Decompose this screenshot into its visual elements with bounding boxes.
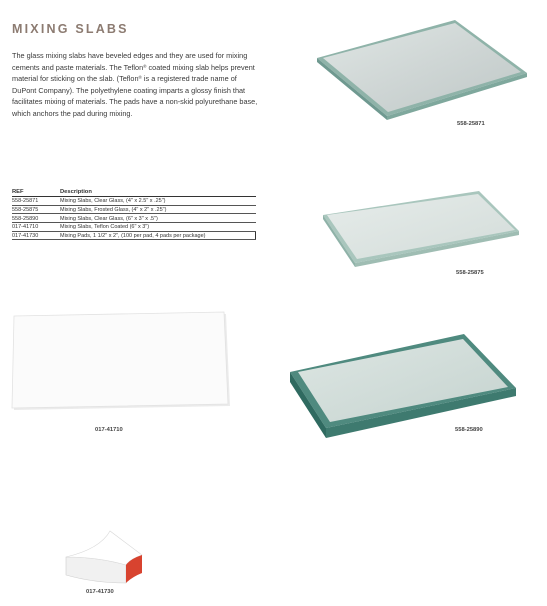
page-title: MIXING SLABS bbox=[12, 22, 129, 36]
ref-cell: 017-41710 bbox=[12, 223, 60, 232]
product-table bbox=[12, 189, 256, 240]
glass-slab-image bbox=[288, 330, 520, 440]
ref-cell: 017-41730 bbox=[12, 231, 60, 240]
description-cell: Mixing Slabs, Clear Glass, (4" x 2.5" x .25") bbox=[60, 197, 256, 206]
glass-slab-image bbox=[315, 187, 525, 267]
table-row bbox=[12, 231, 256, 240]
product-caption: 017-41730 bbox=[86, 589, 114, 595]
table-row bbox=[12, 205, 256, 214]
description-cell: Mixing Pads, 1 1/2" x 2", (100 per pad, 4 pads per package) bbox=[60, 231, 256, 240]
description-cell: Mixing Slabs, Frosted Glass, (4" x 2" x .25") bbox=[60, 205, 256, 214]
glass-slab-image bbox=[295, 18, 545, 123]
description-cell: Mixing Slabs, Teflon Coated (6" x 3") bbox=[60, 223, 256, 232]
ref-cell: 558-25890 bbox=[12, 214, 60, 223]
intro-paragraph bbox=[12, 50, 262, 120]
intro-text-3: is a registered trade name of DuPont Company). The polyethylene coating imparts a glossy finish that facilitates mixing of materials. The pads have a non-skid polyurethane base, which anchors the pad during mixing. bbox=[12, 74, 258, 118]
ref-cell: 558-25875 bbox=[12, 205, 60, 214]
table-row bbox=[12, 214, 256, 223]
product-caption: 558-25890 bbox=[455, 427, 483, 433]
product-caption: 558-25875 bbox=[456, 270, 484, 276]
description-column-header: Description bbox=[60, 189, 256, 197]
product-caption: 017-41710 bbox=[95, 427, 123, 433]
table-row bbox=[12, 223, 256, 232]
intro-text-2: coated mixing slab helps prevent material for sticking on the slab. (Teflon bbox=[12, 62, 255, 84]
intro-text-1: The glass mixing slabs have beveled edges and they are used for mixing cements and paste materials. The Teflon bbox=[12, 51, 248, 72]
registered-mark: ® bbox=[143, 63, 147, 69]
description-cell: Mixing Slabs, Clear Glass, (6" x 3" x .5") bbox=[60, 214, 256, 223]
teflon-slab-image bbox=[10, 310, 238, 415]
product-caption: 558-25871 bbox=[457, 121, 485, 127]
ref-column-header: REF bbox=[12, 189, 60, 197]
mixing-pad-image bbox=[60, 527, 150, 587]
ref-cell: 558-25871 bbox=[12, 197, 60, 206]
table-row bbox=[12, 197, 256, 206]
table-header-row bbox=[12, 189, 256, 197]
registered-mark: ® bbox=[138, 75, 142, 81]
